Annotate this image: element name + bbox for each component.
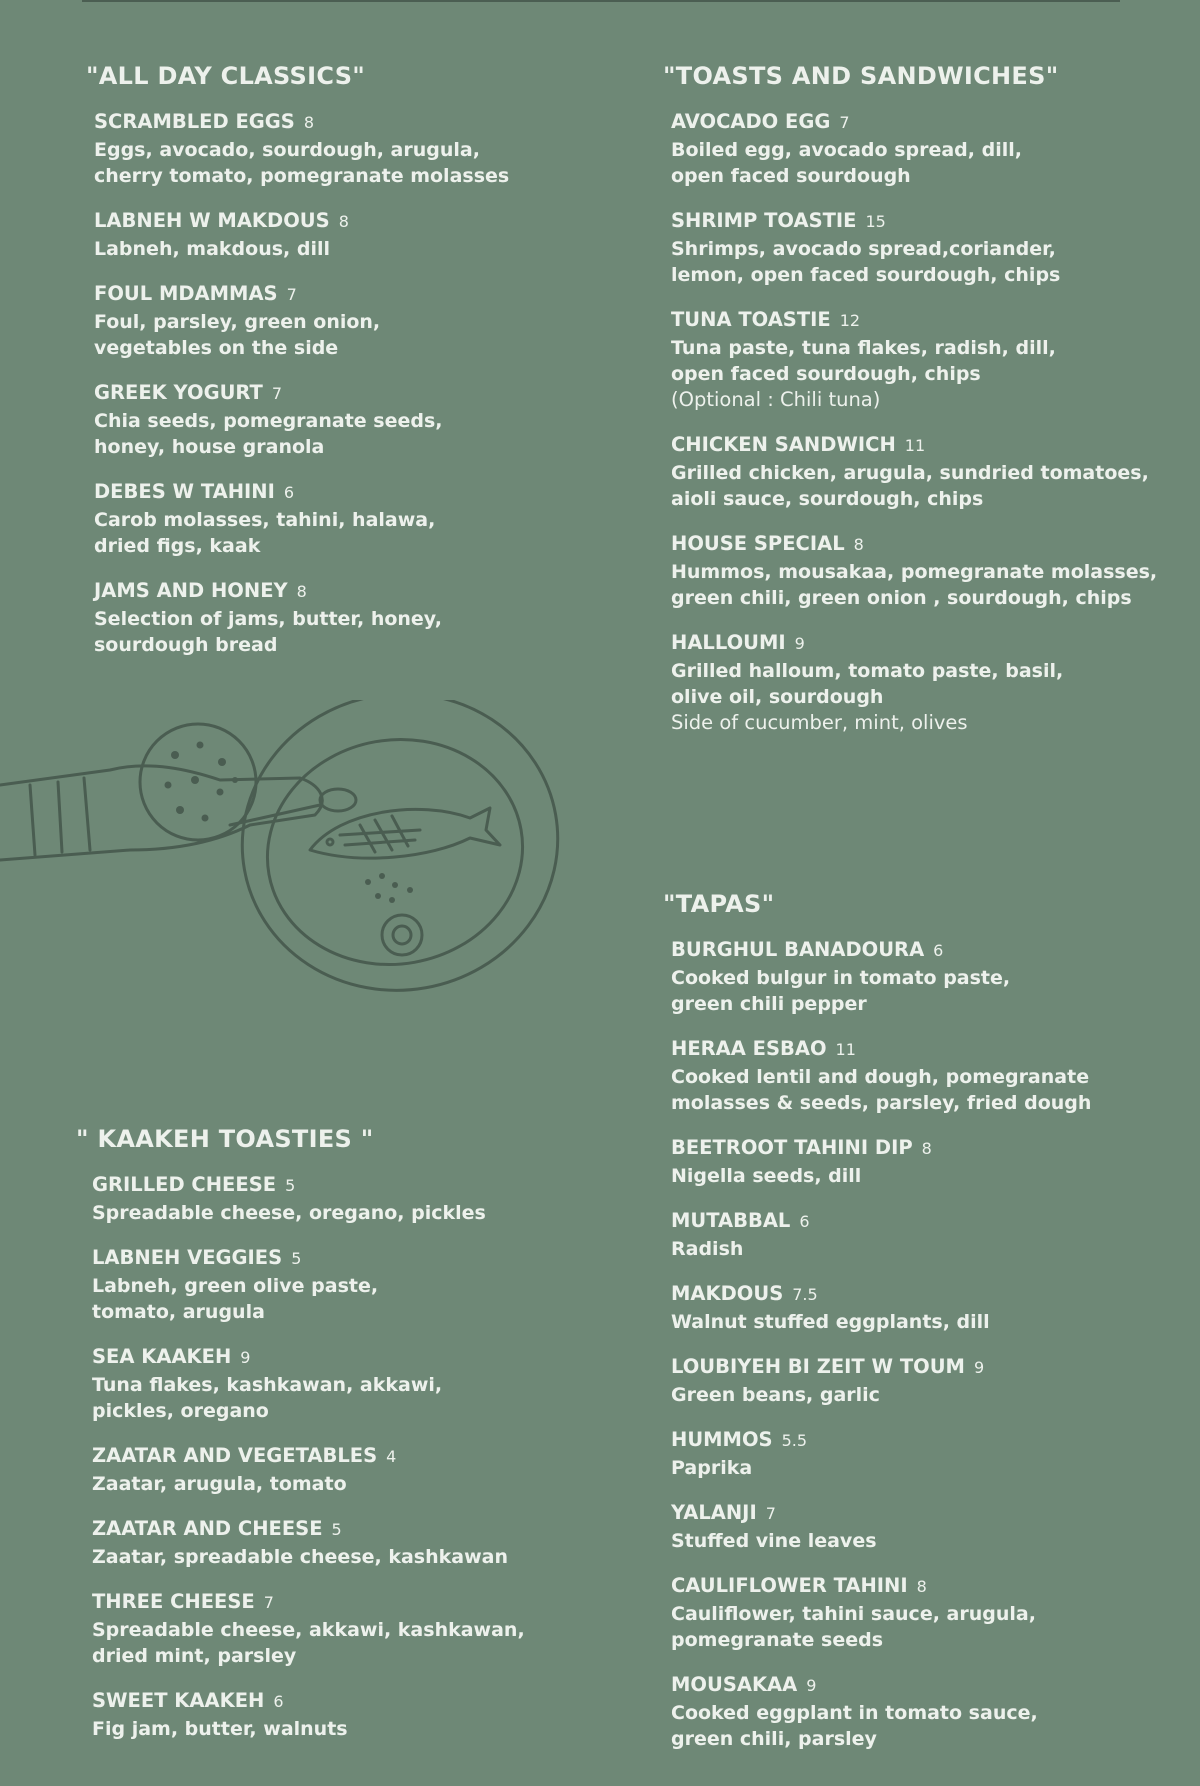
menu-item-description: Zaatar, spreadable cheese, kashkawan (92, 1546, 508, 1568)
menu-item (671, 1279, 1200, 1335)
menu-item-name: HALLOUMI (671, 631, 786, 654)
menu-item (94, 378, 606, 460)
menu-item-price: 7 (765, 1504, 776, 1523)
menu-item-description: Fig jam, butter, walnuts (92, 1718, 348, 1740)
menu-item-price: 7.5 (792, 1285, 818, 1304)
fish-drawing (310, 808, 500, 858)
menu-item-description: Hummos, mousakaa, pomegranate molasses, green chili, green onion , sourdough, chips (671, 561, 1158, 609)
menu-item-description: Tuna flakes, kashkawan, akkawi, pickles, oregano (92, 1374, 443, 1422)
menu-item-header (671, 206, 1200, 236)
dip-bowl-drawing (382, 915, 422, 955)
menu-item-name: HOUSE SPECIAL (671, 532, 845, 555)
menu-item-name: AVOCADO EGG (671, 110, 831, 133)
menu-item-description: Walnut stuffed eggplants, dill (671, 1311, 990, 1333)
menu-item-price: 7 (271, 384, 283, 403)
menu-item-name: MUTABBAL (671, 1209, 791, 1232)
section-all-day-classics (86, 62, 606, 675)
menu-item-price: 9 (794, 634, 805, 653)
menu-item-list (86, 107, 606, 658)
menu-item-header (92, 1170, 616, 1200)
menu-item-name: BURGHUL BANADOURA (671, 938, 925, 961)
menu-item-header (92, 1686, 616, 1716)
menu-item-price: 15 (865, 212, 886, 231)
menu-item-description: Selection of jams, butter, honey, sourdough bread (94, 608, 442, 656)
menu-item-price: 5 (285, 1176, 296, 1195)
menu-item (94, 477, 606, 559)
menu-item-header (671, 1571, 1200, 1601)
menu-item (671, 935, 1200, 1017)
menu-item-price: 4 (386, 1447, 397, 1466)
menu-item (671, 1425, 1200, 1481)
menu-item (671, 1571, 1200, 1653)
section-kaakeh-toasties (76, 1125, 616, 1759)
menu-item-price: 6 (933, 941, 944, 960)
menu-item-header (94, 378, 606, 408)
menu-item-description: Cooked eggplant in tomato sauce, green chili, parsley (671, 1702, 1038, 1750)
menu-item-price: 8 (338, 212, 349, 231)
menu-item-name: SWEET KAAKEH (92, 1689, 265, 1712)
menu-item-price: 9 (240, 1348, 251, 1367)
menu-item-description: Cooked bulgur in tomato paste, green chili pepper (671, 967, 1011, 1015)
menu-item-list (76, 1170, 616, 1742)
menu-item-header (92, 1587, 616, 1617)
menu-item (94, 107, 606, 189)
menu-item-price: 7 (286, 285, 297, 304)
menu-item-header (671, 107, 1200, 137)
menu-item-price: 8 (296, 582, 307, 601)
menu-item-name: FOUL MDAMMAS (94, 282, 278, 305)
menu-item-description: Boiled egg, avocado spread, dill, open faced sourdough (671, 139, 1022, 187)
section-title: "TOASTS AND SANDWICHES" (663, 62, 1059, 90)
menu-item-price: 8 (916, 1577, 927, 1596)
menu-item (94, 576, 606, 658)
menu-item-header (671, 628, 1200, 658)
menu-item-header (671, 1498, 1200, 1528)
menu-item-description: Cooked lentil and dough, pomegranate molasses & seeds, parsley, fried dough (671, 1066, 1092, 1114)
menu-item-name: TUNA TOASTIE (671, 308, 831, 331)
menu-item-description: Spreadable cheese, akkawi, kashkawan, dried mint, parsley (92, 1619, 525, 1667)
menu-item-name: SCRAMBLED EGGS (94, 110, 295, 133)
menu-item-price: 8 (921, 1139, 932, 1158)
menu-item-header (671, 1279, 1200, 1309)
menu-item (92, 1342, 616, 1424)
menu-item-header (671, 430, 1200, 460)
menu-item-header (671, 1034, 1200, 1064)
menu-item-header (671, 1352, 1200, 1382)
menu-item-description: Shrimps, avocado spread,coriander, lemon, open faced sourdough, chips (671, 238, 1061, 286)
menu-item-description: Foul, parsley, green onion, vegetables on the side (94, 311, 381, 359)
menu-item (671, 1133, 1200, 1189)
menu-item-header (671, 1133, 1200, 1163)
menu-item-price: 5 (291, 1249, 302, 1268)
menu-item (671, 1352, 1200, 1408)
menu-item-note: (Optional : Chili tuna) (671, 388, 881, 411)
menu-item-header (94, 107, 606, 137)
menu-item-description: Tuna paste, tuna flakes, radish, dill, open faced sourdough, chips (671, 337, 1056, 385)
section-tapas (663, 890, 1200, 1769)
section-title: "ALL DAY CLASSICS" (86, 62, 366, 90)
menu-item-header (671, 1425, 1200, 1455)
menu-item-description: Nigella seeds, dill (671, 1165, 862, 1187)
menu-item-name: DEBES W TAHINI (94, 480, 275, 503)
menu-item (671, 1034, 1200, 1116)
menu-item-list (663, 107, 1200, 736)
section-title: "TAPAS" (663, 890, 775, 918)
menu-item (671, 628, 1200, 736)
menu-item-name: GRILLED CHEESE (92, 1173, 277, 1196)
menu-item (92, 1686, 616, 1742)
menu-item (92, 1441, 616, 1497)
menu-item-name: LOUBIYEH BI ZEIT W TOUM (671, 1355, 965, 1378)
menu-item-name: THREE CHEESE (92, 1590, 255, 1613)
menu-item-name: JAMS AND HONEY (94, 579, 288, 602)
menu-item-header (92, 1342, 616, 1372)
menu-item-name: MAKDOUS (671, 1282, 784, 1305)
menu-item-price: 12 (839, 311, 861, 330)
menu-item-price: 8 (303, 113, 315, 132)
menu-item-description: Green beans, garlic (671, 1384, 880, 1406)
section-title: " KAAKEH TOASTIES " (76, 1125, 374, 1153)
menu-item-name: MOUSAKAA (671, 1673, 798, 1696)
menu-item-name: BEETROOT TAHINI DIP (671, 1136, 913, 1159)
menu-item-description: Labneh, makdous, dill (94, 238, 331, 260)
menu-item-name: ZAATAR AND CHEESE (92, 1517, 323, 1540)
menu-item-description: Spreadable cheese, oregano, pickles (92, 1202, 486, 1224)
menu-item-price: 9 (806, 1676, 817, 1695)
menu-item (671, 529, 1200, 611)
menu-item (671, 206, 1200, 288)
menu-item-header (92, 1514, 616, 1544)
section-toasts-and-sandwiches (663, 62, 1200, 753)
menu-item-price: 5.5 (781, 1431, 808, 1450)
menu-item (94, 279, 606, 361)
menu-item (94, 206, 606, 262)
menu-item-description: Cauliflower, tahini sauce, arugula, pomegranate seeds (671, 1603, 1036, 1651)
menu-item (671, 1670, 1200, 1752)
menu-item-name: YALANJI (671, 1501, 757, 1524)
menu-item (92, 1243, 616, 1325)
menu-item-description: Paprika (671, 1457, 753, 1479)
menu-item-description: Radish (671, 1238, 744, 1260)
menu-item-name: SHRIMP TOASTIE (671, 209, 857, 232)
menu-item-name: CHICKEN SANDWICH (671, 433, 896, 456)
menu-item-header (94, 477, 606, 507)
menu-item-header (671, 1206, 1200, 1236)
menu-item-name: ZAATAR AND VEGETABLES (92, 1444, 378, 1467)
menu-item-description: Grilled chicken, arugula, sundried tomatoes, aioli sauce, sourdough, chips (671, 462, 1149, 510)
menu-item (92, 1514, 616, 1570)
menu-item (92, 1587, 616, 1669)
menu-item-description: Eggs, avocado, sourdough, arugula, cherry tomato, pomegranate molasses (94, 139, 510, 187)
menu-item-name: HERAA ESBAO (671, 1037, 827, 1060)
top-divider (82, 0, 1120, 2)
menu-item (671, 1206, 1200, 1262)
menu-item-price: 7 (839, 113, 850, 132)
menu-item-description: Grilled halloum, tomato paste, basil, olive oil, sourdough (671, 660, 1064, 708)
menu-item-header (671, 1670, 1200, 1700)
menu-item-price: 5 (331, 1520, 342, 1539)
menu-item-note: Side of cucumber, mint, olives (671, 711, 968, 734)
menu-item-description: Stuffed vine leaves (671, 1530, 877, 1552)
menu-item-price: 11 (835, 1040, 856, 1059)
menu-item-price: 7 (263, 1593, 274, 1612)
arm-drawing (0, 766, 322, 860)
menu-item-name: GREEK YOGURT (94, 381, 263, 404)
plate-inner (249, 719, 540, 984)
menu-item-name: LABNEH VEGGIES (92, 1246, 283, 1269)
menu-item-description: Chia seeds, pomegranate seeds, honey, house granola (94, 410, 443, 458)
menu-item-description: Labneh, green olive paste, tomato, arugula (92, 1275, 379, 1323)
menu-item-name: CAULIFLOWER TAHINI (671, 1574, 908, 1597)
menu-item (671, 305, 1200, 413)
menu-item-name: HUMMOS (671, 1428, 773, 1451)
menu-item-header (671, 529, 1200, 559)
menu-item-price: 6 (799, 1212, 810, 1231)
menu-item-description: Carob molasses, tahini, halawa, dried figs, kaak (94, 509, 436, 557)
menu-item-header (92, 1441, 616, 1471)
menu-item (92, 1170, 616, 1226)
menu-item-price: 6 (283, 483, 295, 502)
menu-item-header (671, 935, 1200, 965)
menu-item-price: 9 (973, 1358, 985, 1377)
menu-item-name: LABNEH W MAKDOUS (94, 209, 330, 232)
menu-item-header (92, 1243, 616, 1273)
food-illustration (0, 700, 590, 1040)
menu-item-list (663, 935, 1200, 1752)
menu-item-price: 6 (273, 1692, 284, 1711)
menu-item-header (671, 305, 1200, 335)
menu-item-name: SEA KAAKEH (92, 1345, 232, 1368)
menu-item (671, 430, 1200, 512)
menu-item-header (94, 576, 606, 606)
menu-item (671, 107, 1200, 189)
menu-item-description: Zaatar, arugula, tomato (92, 1473, 347, 1495)
menu-item-header (94, 279, 606, 309)
menu-item (671, 1498, 1200, 1554)
menu-item-price: 8 (853, 535, 864, 554)
menu-item-header (94, 206, 606, 236)
menu-item-price: 11 (904, 436, 926, 455)
